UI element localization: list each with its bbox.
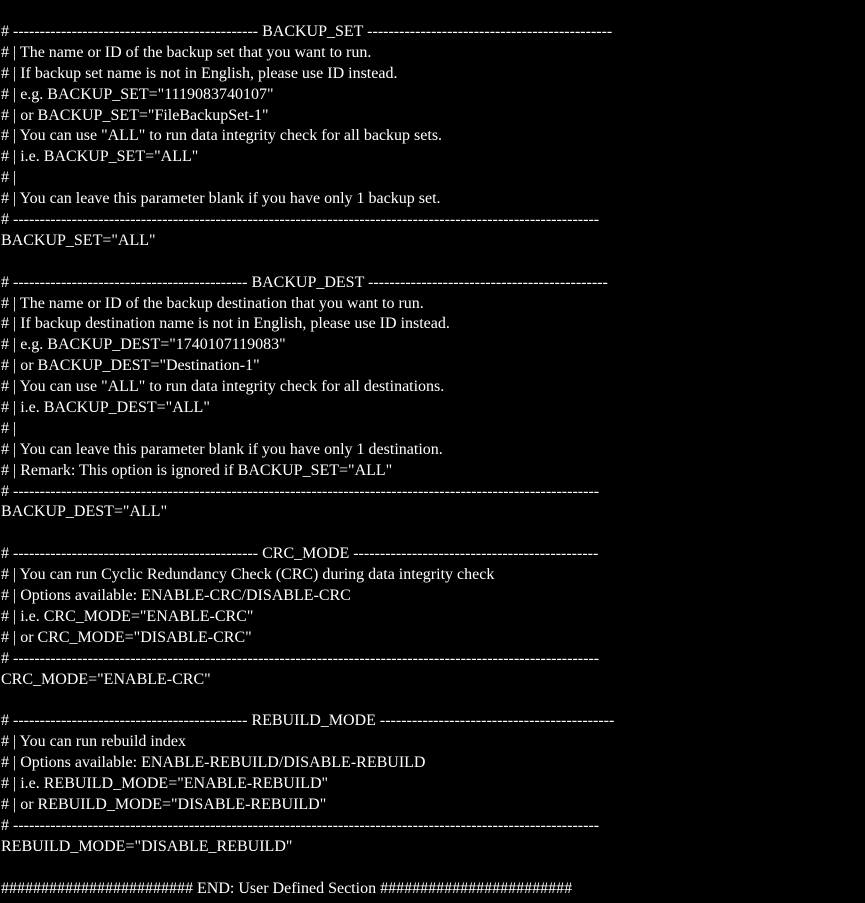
terminal-line: # | e.g. BACKUP_SET="1119083740107" (1, 85, 274, 103)
terminal-line: # -------------------------------------------------------------------------------------------------------------- (1, 649, 600, 667)
terminal-line: # -------------------------------------------------------------------------------------------------------------- (1, 211, 600, 229)
terminal-line: BACKUP_SET="ALL" (1, 231, 156, 249)
terminal-line: # -------------------------------------------- BACKUP_DEST --------------------------------------------- (1, 273, 608, 291)
terminal-line: # | e.g. BACKUP_DEST="1740107119083" (1, 336, 286, 354)
terminal-line: # | Remark: This option is ignored if BACKUP_SET="ALL" (1, 461, 393, 479)
terminal-line: # -------------------------------------------------------------------------------------------------------------- (1, 816, 600, 834)
terminal-line (1, 691, 863, 712)
terminal-line: # | or CRC_MODE="DISABLE-CRC" (1, 628, 252, 646)
terminal-line: # | You can use "ALL" to run data integrity check for all backup sets. (1, 127, 443, 145)
terminal-line: # | (1, 169, 17, 187)
terminal-line: # | You can leave this parameter blank if you have only 1 destination. (1, 440, 443, 458)
terminal-line (1, 523, 863, 544)
terminal-line: # -------------------------------------------------------------------------------------------------------------- (1, 482, 600, 500)
terminal-line: # | i.e. BACKUP_DEST="ALL" (1, 399, 210, 417)
terminal-line: # | You can use "ALL" to run data integrity check for all destinations. (1, 378, 445, 396)
terminal-line: CRC_MODE="ENABLE-CRC" (1, 670, 211, 688)
terminal-line (1, 252, 863, 273)
terminal-line: # | i.e. CRC_MODE="ENABLE-CRC" (1, 607, 254, 625)
terminal-output[interactable] (1, 22, 863, 903)
terminal-line: # ---------------------------------------------- BACKUP_SET ---------------------------------------------- (1, 23, 613, 40)
terminal-line: # | If backup set name is not in English, please use ID instead. (1, 64, 398, 82)
terminal-line: # | Options available: ENABLE-CRC/DISABLE-CRC (1, 587, 351, 605)
terminal-line: # | You can run Cyclic Redundancy Check (CRC) during data integrity check (1, 566, 495, 584)
terminal-line: # -------------------------------------------- REBUILD_MODE -------------------------------------------- (1, 712, 615, 730)
terminal-line: # | You can leave this parameter blank if you have only 1 backup set. (1, 190, 441, 208)
terminal-line (1, 858, 863, 879)
terminal-line: BACKUP_DEST="ALL" (1, 503, 168, 521)
terminal-line: # | or BACKUP_DEST="Destination-1" (1, 357, 260, 375)
terminal-line: # | If backup destination name is not in English, please use ID instead. (1, 315, 450, 333)
terminal-line: # | You can run rebuild index (1, 733, 186, 751)
terminal-line: # | (1, 419, 17, 437)
terminal-line: ######################## END: User Defined Section ######################## (1, 879, 573, 897)
terminal-line: # | The name or ID of the backup destination that you want to run. (1, 294, 424, 312)
terminal-line: # | The name or ID of the backup set that you want to run. (1, 43, 372, 61)
terminal-line: # | i.e. REBUILD_MODE="ENABLE-REBUILD" (1, 775, 329, 793)
terminal-line: # | Options available: ENABLE-REBUILD/DISABLE-REBUILD (1, 754, 426, 772)
terminal-line: # | or BACKUP_SET="FileBackupSet-1" (1, 106, 269, 124)
terminal-line: # | i.e. BACKUP_SET="ALL" (1, 148, 199, 166)
terminal-line: # | or REBUILD_MODE="DISABLE-REBUILD" (1, 795, 327, 813)
terminal-line: # ---------------------------------------------- CRC_MODE ---------------------------------------------- (1, 545, 599, 563)
terminal-line: REBUILD_MODE="DISABLE_REBUILD" (1, 837, 293, 855)
